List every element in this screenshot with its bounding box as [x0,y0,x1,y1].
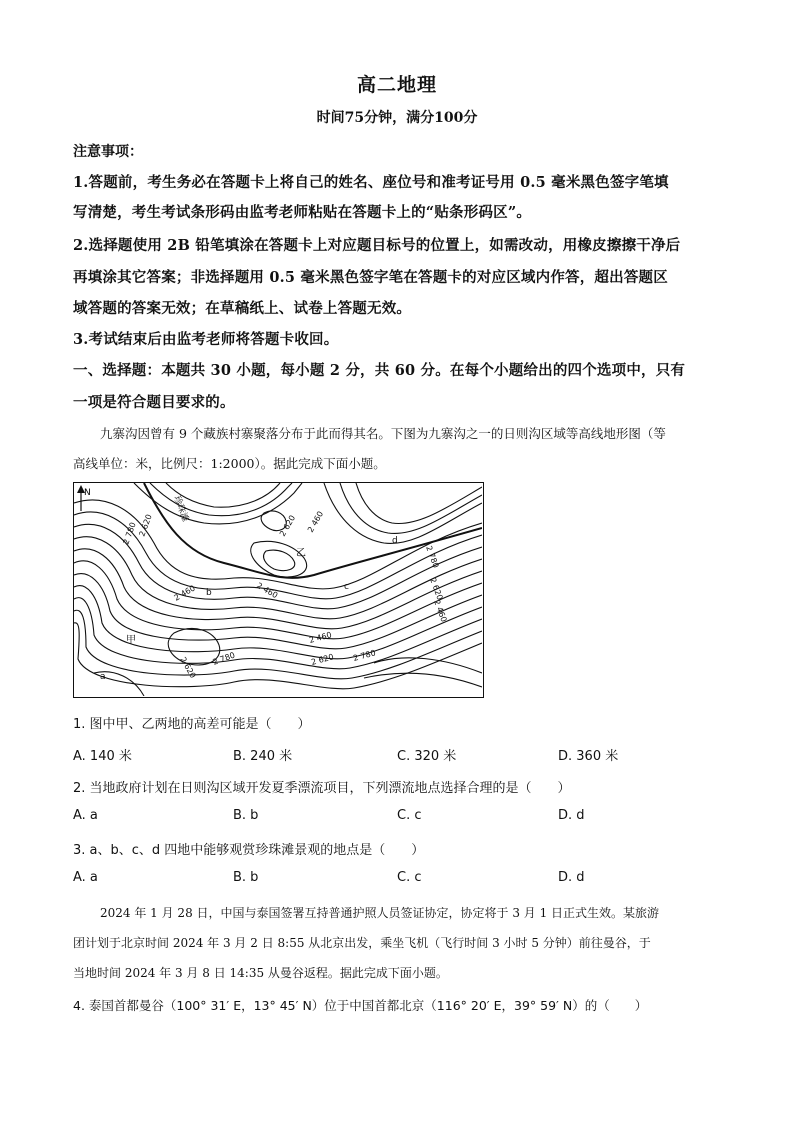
contour-label: 2 620 [428,576,445,602]
question-3-option-d: D. d [558,870,585,885]
contour-label: 2 460 [172,583,197,603]
question-4-stem: 4. 泰国首都曼谷（100° 31′ E，13° 45′ N）位于中国首都北京（116° 20′ E，39° 59′ N）的（ ） [73,998,648,1013]
contour-label: 2 780 [121,521,138,546]
section-heading: 一、选择题：本题共 30 小题，每小题 2 分，共 60 分。在每个小题给出的四个选项中，只有 [73,362,686,379]
question-3-stem: 3. a、b、c、d 四地中能够观赏珍珠滩景观的地点是（ ） [73,843,425,858]
passage-line: 2024 年 1 月 28 日，中国与泰国签署互持普通护照人员签证协定，协定将于 3 月 1 日正式生效。某旅游 [100,906,660,920]
point-a: a [100,672,106,682]
north-label: N [84,488,91,498]
question-2-option-b: B. b [233,808,259,823]
question-1-option-d: D. 360 米 [558,749,619,764]
notice-line: 1.答题前，考生务必在答题卡上将自己的姓名、座位号和准考证号用 0.5 毫米黑色签字笔填 [73,174,669,191]
passage-line: 团计划于北京时间 2024 年 3 月 2 日 8:55 从北京出发，乘坐飞机（飞行时间 3 小时 5 分钟）前往曼谷，于 [73,936,651,950]
place-jia: 甲 [126,635,136,646]
question-3-option-a: A. a [73,870,98,885]
question-1-stem: 1. 图中甲、乙两地的高差可能是（ ） [73,717,311,732]
contour-label: 2 780 [211,650,237,667]
contour-label: 2 780 [424,544,441,570]
question-1-option-a: A. 140 米 [73,749,132,764]
contour-label: 2 460 [255,580,280,601]
contour-label: 2 460 [308,630,333,645]
contour-label: 2 620 [310,652,335,667]
notice-line: 2.选择题使用 2B 铅笔填涂在答题卡上对应题目标号的位置上，如需改动，用橡皮擦擦干净后 [73,237,681,254]
exam-duration: 时间75分钟，满分100分 [316,110,478,126]
notice-line: 域答题的答案无效；在草稿纸上、试卷上答题无效。 [73,300,412,317]
question-2-stem: 2. 当地政府计划在日则沟区域开发夏季漂流项目，下列漂流地点选择合理的是（ ） [73,781,571,796]
contour-map [73,482,484,698]
question-1-option-b: B. 240 米 [233,749,293,764]
point-d: d [392,536,398,546]
page-title: 高二地理 [356,74,437,96]
section-heading: 一项是符合题目要求的。 [73,394,235,411]
river-label: 珍珠滩 [171,494,190,524]
question-2-option-c: C. c [397,808,422,823]
notice-heading: 注意事项： [73,144,143,160]
passage-line: 九寨沟因曾有 9 个藏族村寨聚落分布于此而得其名。下图为九寨沟之一的日则沟区域等高线地形图（等 [100,426,666,441]
contour-label: 2 780 [352,648,377,663]
notice-line: 写清楚，考生考试条形码由监考老师粘贴在答题卡上的“贴条形码区”。 [73,204,532,221]
contour-label: 2 620 [178,655,198,680]
point-c: c [344,582,349,592]
question-3-option-c: C. c [397,870,422,885]
question-1-option-c: C. 320 米 [397,749,457,764]
passage-line: 高线单位：米，比例尺：1:2000）。据此完成下面小题。 [73,456,386,471]
contour-lines [74,483,482,696]
question-3-option-b: B. b [233,870,259,885]
contour-label: 2 460 [305,509,326,534]
question-2-option-a: A. a [73,808,98,823]
question-2-option-d: D. d [558,808,585,823]
contour-label: 2 620 [137,513,154,538]
place-yi: 乙 [296,548,306,559]
contour-label: 2 620 [277,513,298,538]
point-b: b [206,588,212,598]
notice-line: 3.考试结束后由监考老师将答题卡收回。 [73,331,339,348]
passage-line: 当地时间 2024 年 3 月 8 日 14:35 从曼谷返程。据此完成下面小题。 [73,966,448,980]
contour-label: 2 460 [432,598,449,624]
notice-line: 再填涂其它答案；非选择题用 0.5 毫米黑色签字笔在答题卡的对应区域内作答，超出答题区 [73,269,668,286]
